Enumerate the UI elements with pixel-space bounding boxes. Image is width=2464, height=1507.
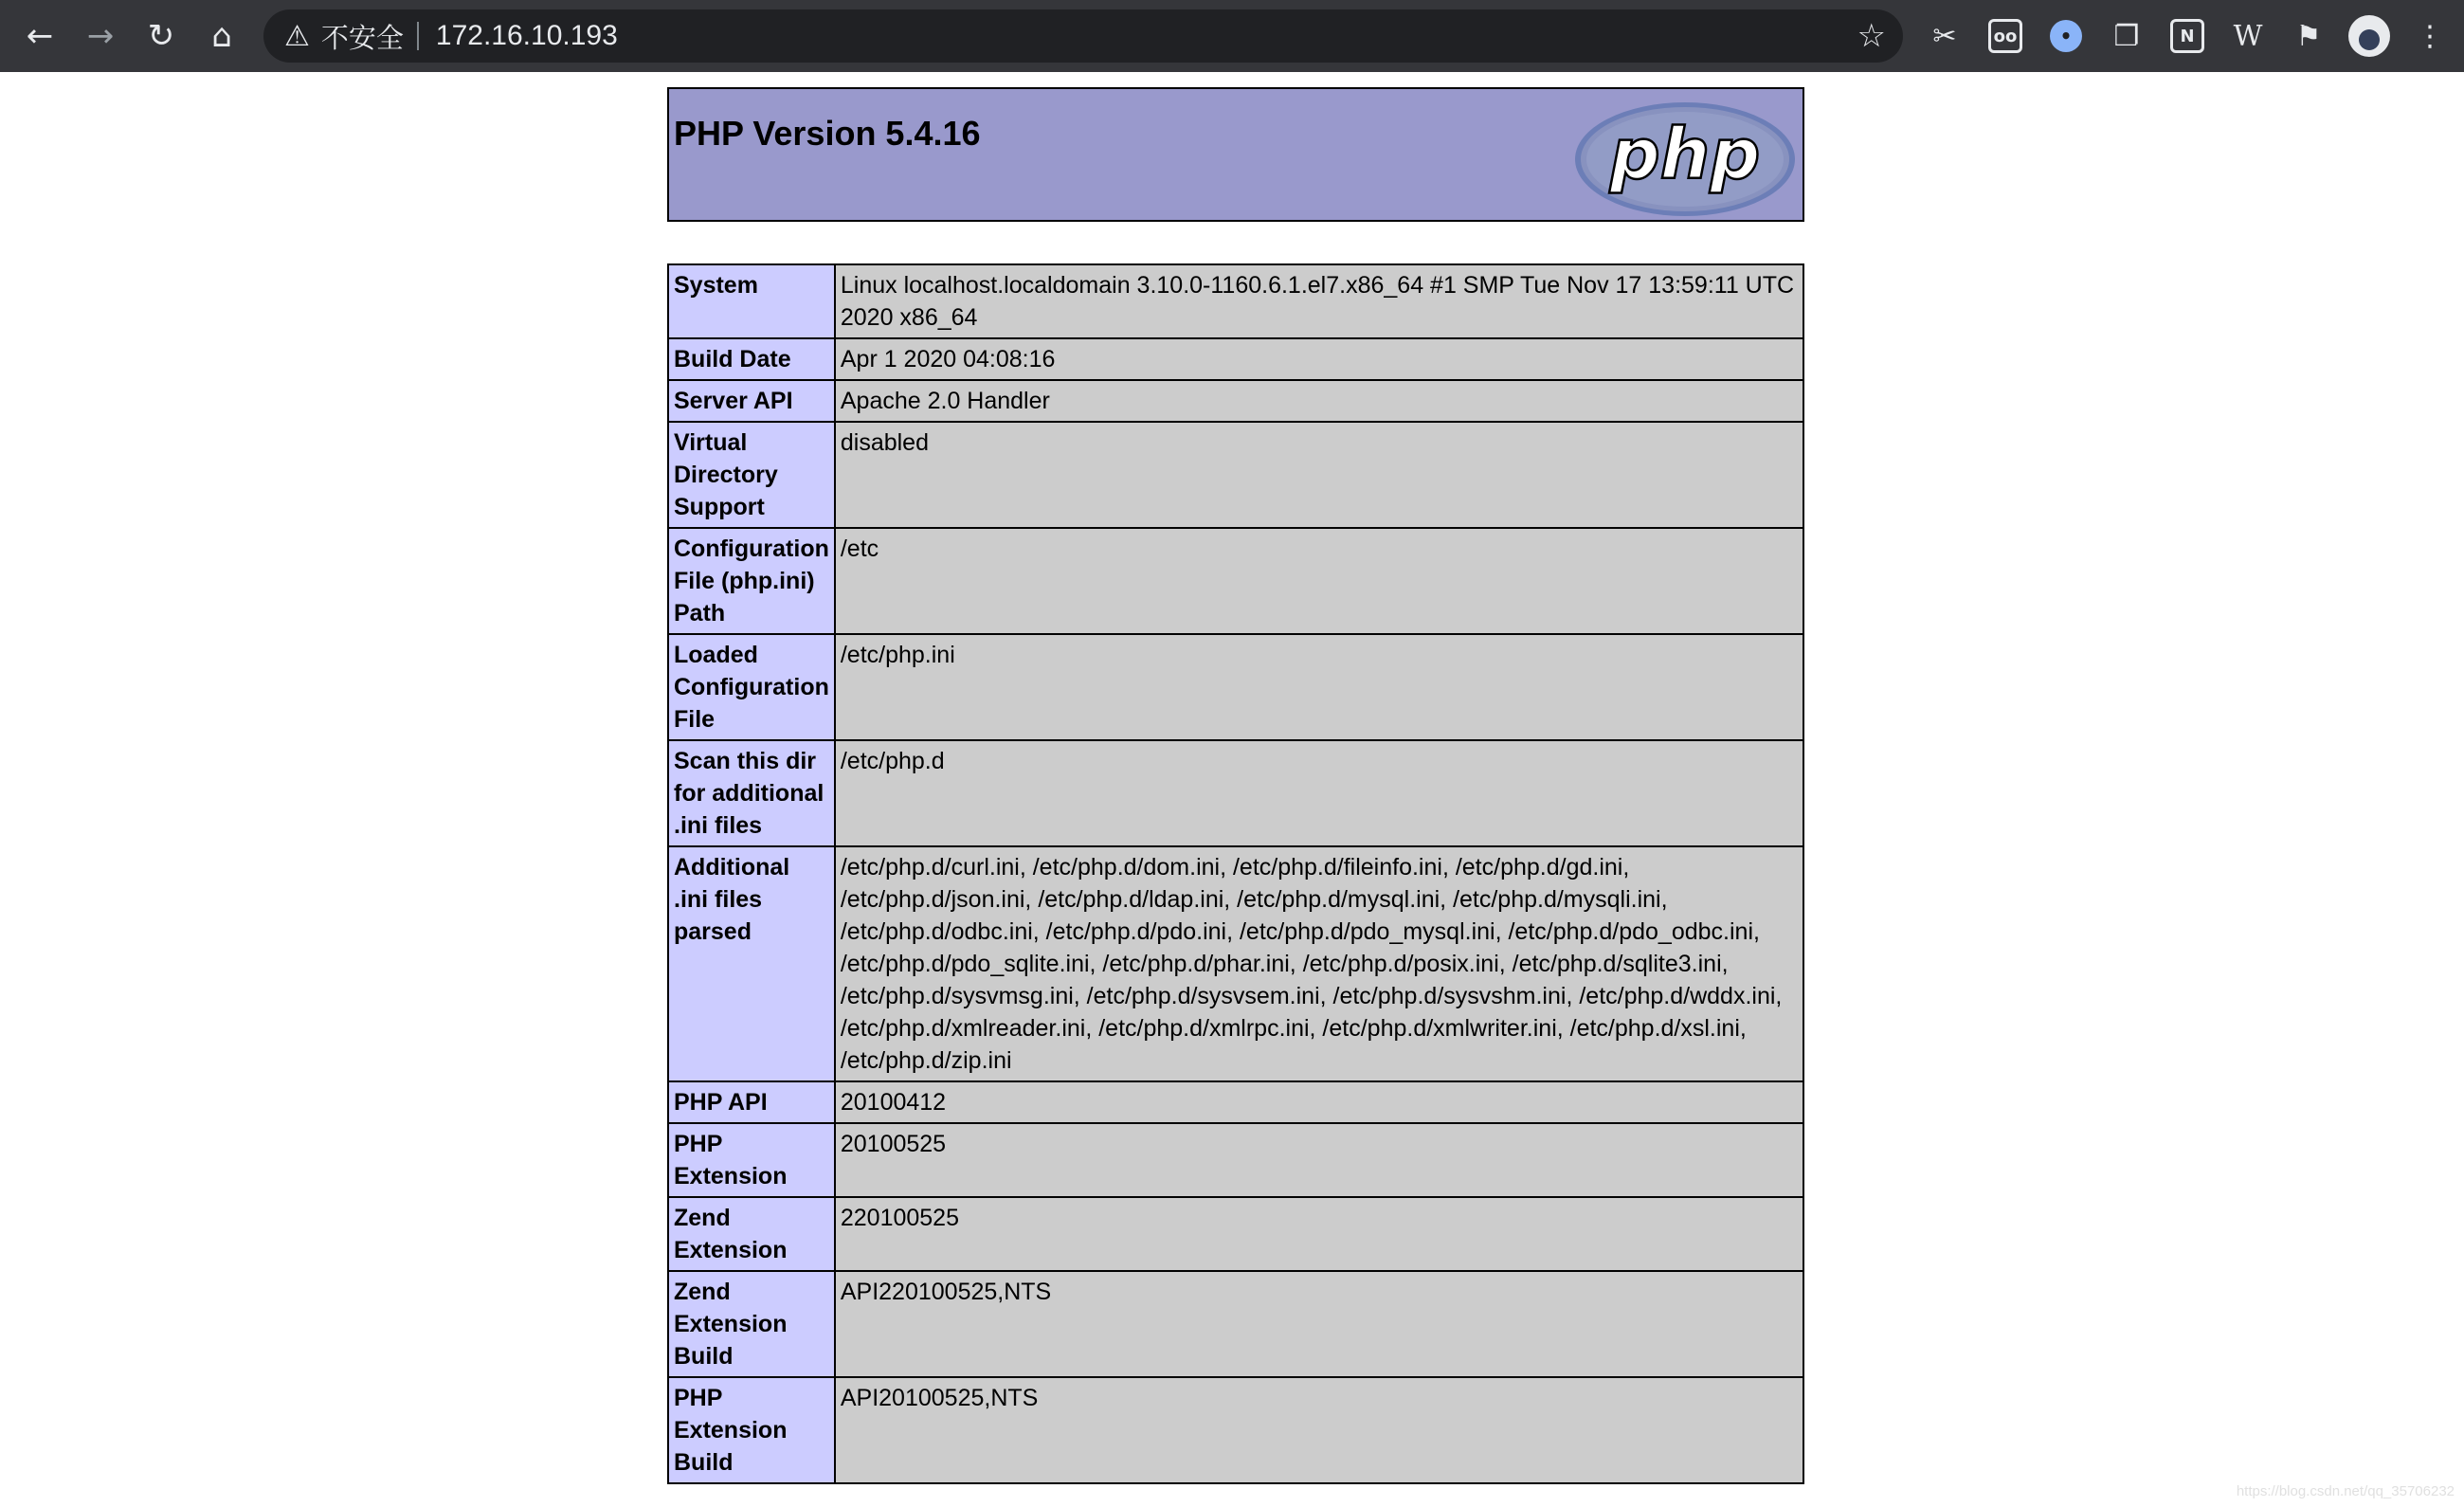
row-key: Configuration File (php.ini) Path bbox=[668, 528, 835, 634]
star-icon[interactable]: ☆ bbox=[1857, 17, 1886, 55]
row-key: System bbox=[668, 264, 835, 338]
wikipedia-label: W bbox=[2233, 19, 2263, 53]
row-value: disabled bbox=[835, 422, 1803, 528]
table-row bbox=[668, 740, 1803, 846]
table-row bbox=[668, 338, 1803, 380]
table-row bbox=[668, 634, 1803, 740]
omnibox-separator bbox=[417, 22, 419, 50]
password-extension-icon[interactable]: • bbox=[2036, 0, 2096, 72]
row-value: /etc/php.d bbox=[835, 740, 1803, 846]
row-value: 20100525 bbox=[835, 1123, 1803, 1197]
row-value: /etc/php.d/curl.ini, /etc/php.d/dom.ini, /etc/php.d/fileinfo.ini, /etc/php.d/gd.ini, /etc/php.d/json.ini, /etc/php.d/ldap.ini, /etc/php.d/mysql.ini, /etc/php.d/mysqli.ini, /etc/php.d/odbc.ini, /etc/php.d/pdo.ini, /etc/php.d/pdo_mysql.ini, /etc/php.d/pdo_odbc.ini, /etc/php.d/pdo_sqlite.ini, /etc/php.d/phar.ini, /etc/php.d/posix.ini, /etc/php.d/sqlite3.ini, /etc/php.d/sysvmsg.ini, /etc/php.d/sysvsem.ini, /etc/php.d/sysvshm.ini, /etc/php.d/wddx.ini, /etc/php.d/xmlreader.ini, /etc/php.d/xmlrpc.ini, /etc/php.d/xmlwriter.ini, /etc/php.d/xsl.ini, /etc/php.d/zip.ini bbox=[835, 846, 1803, 1081]
row-key: Build Date bbox=[668, 338, 835, 380]
table-row bbox=[668, 1271, 1803, 1377]
php-info-table bbox=[667, 263, 1804, 1484]
row-key: Additional .ini files parsed bbox=[668, 846, 835, 1081]
table-row bbox=[668, 264, 1803, 338]
row-value: /etc/php.ini bbox=[835, 634, 1803, 740]
notion-extension-icon[interactable] bbox=[2157, 0, 2218, 72]
warning-triangle-icon[interactable]: ⚠ bbox=[284, 19, 310, 53]
row-key: Zend Extension bbox=[668, 1197, 835, 1271]
table-row bbox=[668, 380, 1803, 422]
phpinfo-container bbox=[667, 87, 1804, 1484]
row-value: /etc bbox=[835, 528, 1803, 634]
row-value: API220100525,NTS bbox=[835, 1271, 1803, 1377]
row-value: 220100525 bbox=[835, 1197, 1803, 1271]
row-key: Zend Extension Build bbox=[668, 1271, 835, 1377]
row-key: Server API bbox=[668, 380, 835, 422]
watermark: https://blog.csdn.net/qq_35706232 bbox=[2236, 1483, 2455, 1499]
row-key: PHP Extension Build bbox=[668, 1377, 835, 1483]
page-title: PHP Version 5.4.16 bbox=[674, 114, 981, 153]
table-row bbox=[668, 1197, 1803, 1271]
table-row bbox=[668, 422, 1803, 528]
php-logo-icon[interactable] bbox=[1573, 100, 1797, 218]
table-row bbox=[668, 1081, 1803, 1123]
notion-label: N bbox=[2170, 19, 2204, 53]
row-value: API20100525,NTS bbox=[835, 1377, 1803, 1483]
table-row bbox=[668, 846, 1803, 1081]
scissors-icon[interactable]: ✂ bbox=[1932, 19, 1957, 53]
extension-bar bbox=[1914, 0, 2460, 72]
row-value: Apache 2.0 Handler bbox=[835, 380, 1803, 422]
row-key: Virtual Directory Support bbox=[668, 422, 835, 528]
row-value: 20100412 bbox=[835, 1081, 1803, 1123]
copy-extension-icon[interactable]: ❐ bbox=[2113, 19, 2140, 53]
row-value: Apr 1 2020 04:08:16 bbox=[835, 338, 1803, 380]
browser-toolbar bbox=[0, 0, 2464, 72]
row-key: PHP Extension bbox=[668, 1123, 835, 1197]
forward-arrow-icon[interactable]: → bbox=[86, 17, 115, 55]
row-key: Scan this dir for additional .ini files bbox=[668, 740, 835, 846]
table-row bbox=[668, 1123, 1803, 1197]
security-status-label[interactable]: 不安全 bbox=[320, 23, 404, 54]
profile-avatar[interactable] bbox=[2339, 0, 2400, 72]
row-key: Loaded Configuration File bbox=[668, 634, 835, 740]
home-icon[interactable]: ⌂ bbox=[211, 17, 232, 55]
glasses-extension-icon[interactable]: oo bbox=[1975, 0, 2036, 72]
php-logo-text: php bbox=[1609, 114, 1761, 195]
menu-kebab-icon[interactable]: ⋮ bbox=[2416, 19, 2444, 53]
php-header-table bbox=[667, 87, 1804, 222]
wikipedia-extension-icon[interactable] bbox=[2218, 0, 2278, 72]
url-text[interactable]: 172.16.10.193 bbox=[435, 20, 618, 51]
back-arrow-icon[interactable]: ← bbox=[26, 17, 54, 55]
table-row bbox=[668, 528, 1803, 634]
puzzle-extensions-icon[interactable]: ⚑ bbox=[2295, 19, 2322, 53]
reload-icon[interactable]: ↻ bbox=[147, 17, 175, 55]
row-key: PHP API bbox=[668, 1081, 835, 1123]
php-header-cell bbox=[668, 88, 1803, 221]
address-bar[interactable] bbox=[263, 9, 1903, 63]
table-row bbox=[668, 1377, 1803, 1483]
row-value: Linux localhost.localdomain 3.10.0-1160.6.1.el7.x86_64 #1 SMP Tue Nov 17 13:59:11 UTC 2020 x86_64 bbox=[835, 264, 1803, 338]
